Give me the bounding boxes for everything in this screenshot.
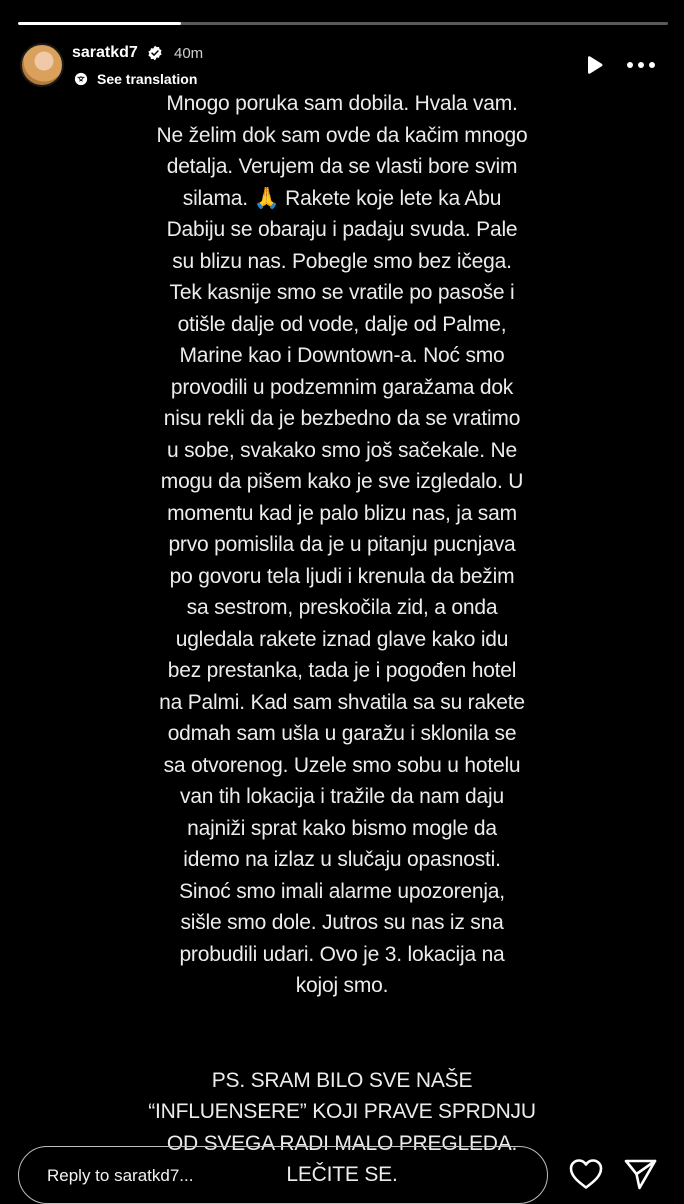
story-text-line: momentu kad je palo blizu nas, ja sam [167,501,517,525]
story-text-line: prvo pomislila da je u pitanju pucnjava [168,533,516,556]
story-header [18,40,668,90]
post-time: 40m [174,45,204,62]
paragraph-gap [140,1002,544,1034]
story-text-line: detalja. Verujem da se vlasti bore svim [166,155,518,178]
story-text-line: provodili u podzemnim garažama dok [170,375,514,399]
story-text-line: na Palmi. Kad sam shvatila sa su rakete [159,690,525,714]
story-text-line: idemo na izlaz u slučaju opasnosti. [183,848,501,871]
more-options-icon[interactable] [624,54,658,76]
story-text [140,88,544,1191]
username[interactable]: saratkd7 [72,44,138,61]
story-text-line: silama. 🙏 Rakete koje lete ka Abu [182,186,502,210]
story-text-line: bez prestanka, tada je i pogođen hotel [167,659,517,682]
story-text-line: sa otvorenog. Uzele smo sobu u hotelu [163,753,521,777]
paragraph-gap [140,1033,544,1065]
ps-text-line: LEČITE SE. [286,1163,398,1186]
story-text-line: Dabiju se obaraju i padaju svuda. Pale [166,218,518,241]
reply-input[interactable] [18,1146,548,1204]
ps-text-line: PS. SRAM BILO SVE NAŠE [211,1068,473,1092]
story-progress-fill [18,22,181,25]
story-text-line: Sinoć smo imali alarme upozorenja, [179,879,505,903]
story-text-line: van tih lokacija i tražile da nam daju [180,785,504,808]
story-text-line: sa sestrom, preskočila zid, a onda [186,596,498,619]
story-text-line: najniži sprat kako bismo mogle da [187,816,497,840]
story-text-line: mogu da pišem kako je sve izgledalo. U [160,470,524,493]
send-icon[interactable] [622,1157,658,1191]
story-text-line: ugledala rakete iznad glave kako idu [175,627,509,651]
story-text-line: odmah sam ušla u garažu i sklonila se [167,722,517,745]
ps-text-line: “INFLUENSERE” KOJI PRAVE SPRDNJU [148,1100,536,1123]
story-text-line: Tek kasnije smo se vratile po pasoše i [169,281,515,304]
story-text-line: otišle dalje od vode, dalje od Palme, [177,312,507,336]
story-text-line: Mnogo poruka sam dobila. Hvala vam. [166,92,518,115]
story-text-line: su blizu nas. Pobegle smo bez ičega. [172,249,512,273]
story-text-line: kojoj smo. [295,974,389,997]
story-progress-bar [18,22,668,25]
translate-icon [74,72,88,86]
play-icon[interactable] [583,54,605,76]
see-translation-link[interactable]: See translation [97,71,198,87]
story-text-line: sišle smo dole. Jutros su nas iz sna [180,911,504,934]
story-text-line: nisu rekli da je bezbedno da se vratimo [163,407,521,430]
ps-text-line: OD SVEGA RADI MALO PREGLEDA. [166,1131,518,1155]
story-text-line: u sobe, svakako smo još sačekale. Ne [167,438,517,462]
reply-placeholder: Reply to saratkd7... [47,1166,194,1185]
verified-badge-icon [147,45,163,61]
story-text-line: probudili udari. Ovo je 3. lokacija na [179,942,505,966]
heart-icon[interactable] [568,1157,604,1191]
story-text-line: Marine kao i Downtown-a. Noć smo [179,344,505,367]
avatar[interactable] [20,43,64,87]
story-text-line: po govoru tela ljudi i krenula da bežim [169,564,515,588]
story-text-line: Ne želim dok sam ovde da kačim mnogo [156,123,528,147]
